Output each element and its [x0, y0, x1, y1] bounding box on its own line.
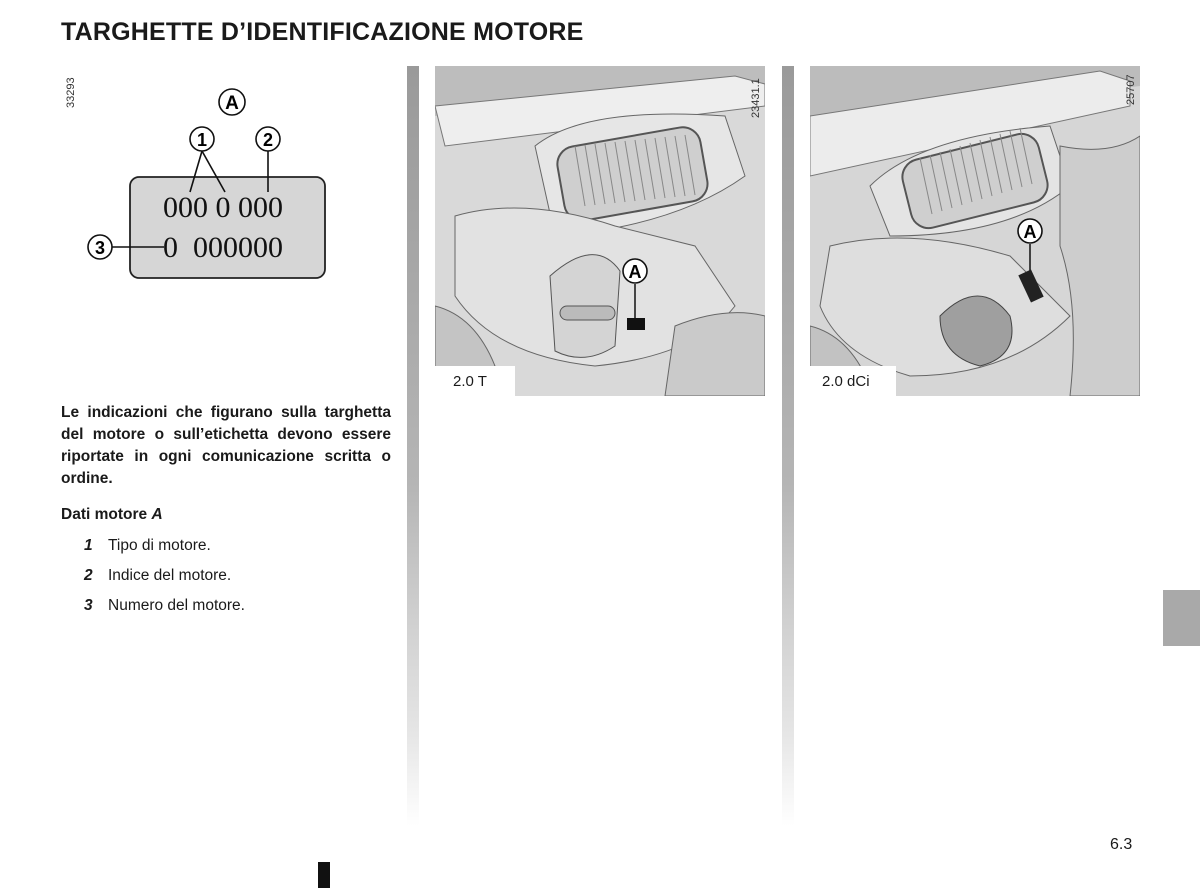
- engine-plate-diagram: [80, 80, 340, 290]
- list-item-number: 3: [84, 597, 93, 614]
- plate-ref-code: 33293: [65, 77, 77, 108]
- engine-photo-2-0-t: [435, 66, 765, 396]
- list-item-label: Numero del motore.: [108, 597, 245, 614]
- chapter-side-tab: [1163, 590, 1200, 646]
- engine-data-heading-prefix: Dati motore: [61, 506, 152, 523]
- list-item-number: 2: [84, 567, 93, 584]
- list-item: [84, 567, 231, 585]
- list-item-label: Indice del motore.: [108, 567, 232, 584]
- photo-right-caption: 2.0 dCi: [822, 373, 870, 390]
- list-item-label: Tipo di motore.: [108, 537, 211, 554]
- info-paragraph: Le indicazioni che figurano sulla targhetta del motore o sull’etichetta devono essere riportate in ogni comunicazione scritta o ordine.: [61, 404, 391, 487]
- column-divider: [782, 66, 794, 826]
- column-divider: [407, 66, 419, 826]
- page-number: 6.3: [1110, 836, 1133, 853]
- callout-2: 2: [262, 130, 274, 150]
- callout-1: 1: [196, 130, 208, 150]
- callout-a: A: [225, 93, 239, 114]
- photo-right-callout: A: [1023, 222, 1037, 242]
- plate-line-1: 000 0 000: [163, 191, 283, 224]
- photo-left-caption-box: [435, 366, 515, 396]
- list-item-number: 1: [84, 537, 93, 554]
- binding-mark: [318, 862, 330, 888]
- photo-left-callout: A: [628, 262, 642, 282]
- photo-left-ref-code: 23431.1: [750, 78, 762, 118]
- engine-data-heading-ref: A: [151, 506, 163, 523]
- photo-right-caption-box: [810, 366, 896, 396]
- photo-left-caption: 2.0 T: [453, 373, 487, 390]
- list-item: [84, 597, 245, 615]
- plate-line-2: 0 000000: [163, 231, 283, 264]
- photo-right-ref-code: 25707: [1125, 74, 1137, 105]
- list-item: [84, 537, 211, 555]
- page-title: TARGHETTE D’IDENTIFICAZIONE MOTORE: [61, 18, 584, 46]
- engine-photo-2-0-dci: [810, 66, 1140, 396]
- engine-data-heading: [61, 506, 163, 524]
- callout-3: 3: [94, 238, 106, 258]
